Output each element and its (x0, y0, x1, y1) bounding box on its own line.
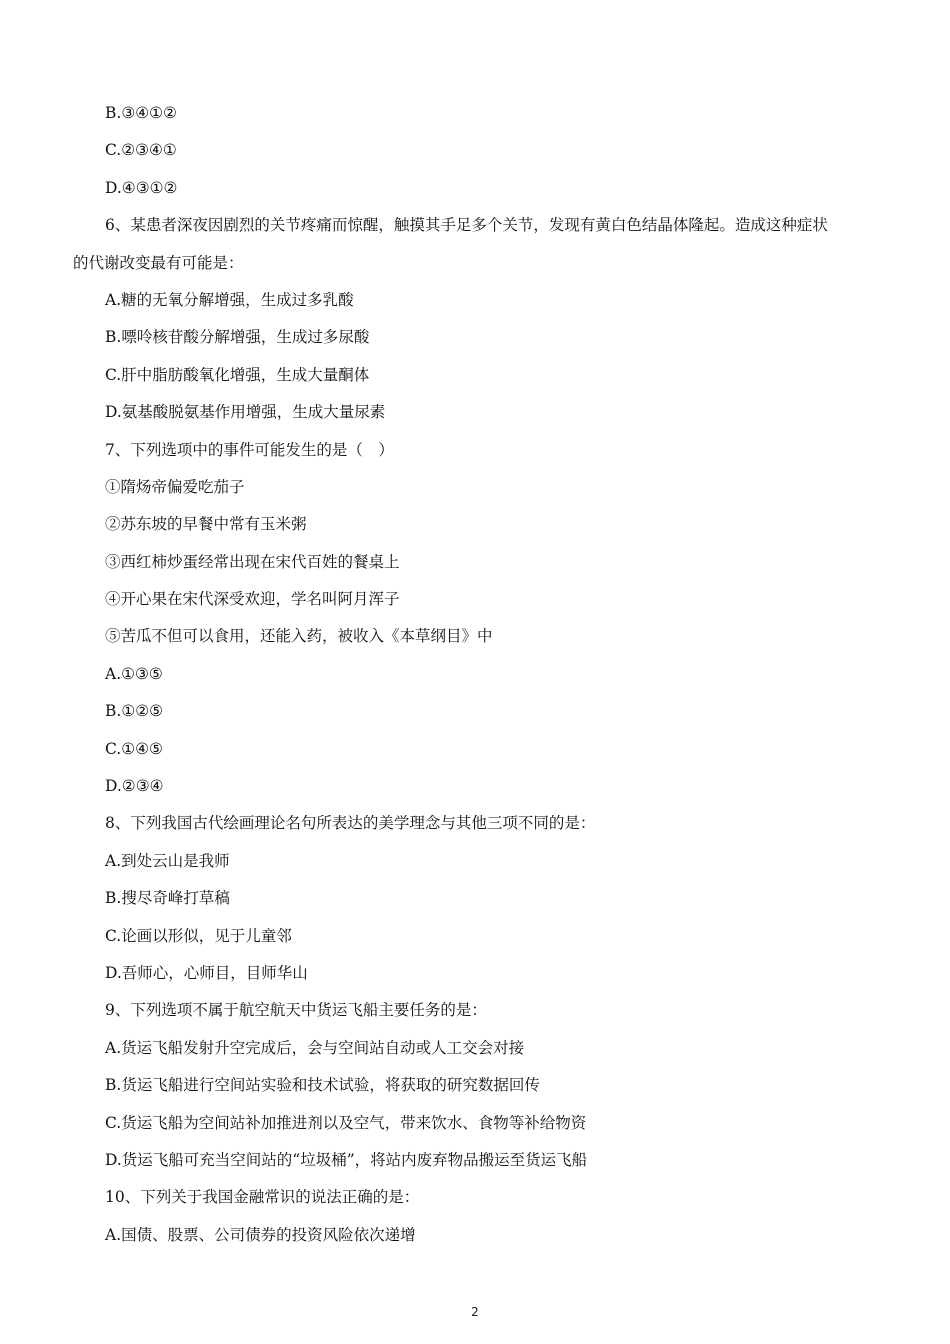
q7-statement-5: ⑤苦瓜不但可以食用，还能入药，被收入《本草纲目》中 (105, 627, 493, 646)
q7-statement-2: ②苏东坡的早餐中常有玉米粥 (105, 515, 307, 534)
q5-option-c: C.②③④① (105, 141, 177, 160)
q7-statement-1: ①隋炀帝偏爱吃茄子 (105, 477, 245, 496)
page-number: 2 (471, 1305, 479, 1319)
q5-option-b: B.③④①② (105, 104, 177, 122)
q6-option-d: D.氨基酸脱氨基作用增强，生成大量尿素 (105, 403, 386, 422)
q8-option-c: C.论画以形似，见于儿童邻 (105, 926, 292, 945)
q8-option-d: D.吾师心，心师目，目师华山 (105, 963, 308, 982)
q10-stem: 10、下列关于我国金融常识的说法正确的是： (105, 1188, 420, 1207)
q5-option-d: D.④③①② (105, 178, 178, 197)
q8-option-a: A.到处云山是我师 (105, 851, 230, 870)
page-content (0, 95, 950, 1254)
q7-option-b: B.①②⑤ (105, 702, 164, 721)
q9-option-d: D.货运飞船可充当空间站的“垃圾桶”，将站内废弃物品搬运至货运飞船 (105, 1150, 588, 1169)
q6-option-a: A.糖的无氧分解增强，生成过多乳酸 (105, 290, 354, 309)
q8-option-b: B.搜尽奇峰打草稿 (105, 889, 230, 908)
q9-option-a: A.货运飞船发射升空完成后，会与空间站自动或人工交会对接 (105, 1038, 525, 1057)
q7-option-d: D.②③④ (105, 777, 164, 796)
q7-option-a: A.①③⑤ (105, 664, 163, 683)
q6-option-b: B.嘌呤核苷酸分解增强，生成过多尿酸 (105, 328, 370, 347)
q7-statement-4: ④开心果在宋代深受欢迎，学名叫阿月浑子 (105, 590, 400, 609)
q8-stem: 8、下列我国古代绘画理论名句所表达的美学理念与其他三项不同的是： (105, 814, 596, 833)
q9-stem: 9、下列选项不属于航空航天中货运飞船主要任务的是： (105, 1001, 487, 1020)
q6-stem-line1: 6、某患者深夜因剧烈的关节疼痛而惊醒，触摸其手足多个关节，发现有黄白色结晶体隆起。造成这种症状 (105, 216, 828, 235)
q7-statement-3: ③西红柿炒蛋经常出现在宋代百姓的餐桌上 (105, 552, 400, 571)
q6-option-c: C.肝中脂肪酸氧化增强，生成大量酮体 (105, 365, 370, 384)
q6-stem-line2: 的代谢改变最有可能是： (73, 253, 244, 272)
q9-option-c: C.货运飞船为空间站补加推进剂以及空气，带来饮水、食物等补给物资 (105, 1113, 587, 1132)
q10-option-a: A.国债、股票、公司债券的投资风险依次递增 (105, 1225, 416, 1244)
q7-stem: 7、下列选项中的事件可能发生的是（ ） (105, 440, 394, 459)
q7-option-c: C.①④⑤ (105, 739, 163, 758)
q9-option-b: B.货运飞船进行空间站实验和技术试验，将获取的研究数据回传 (105, 1076, 540, 1095)
